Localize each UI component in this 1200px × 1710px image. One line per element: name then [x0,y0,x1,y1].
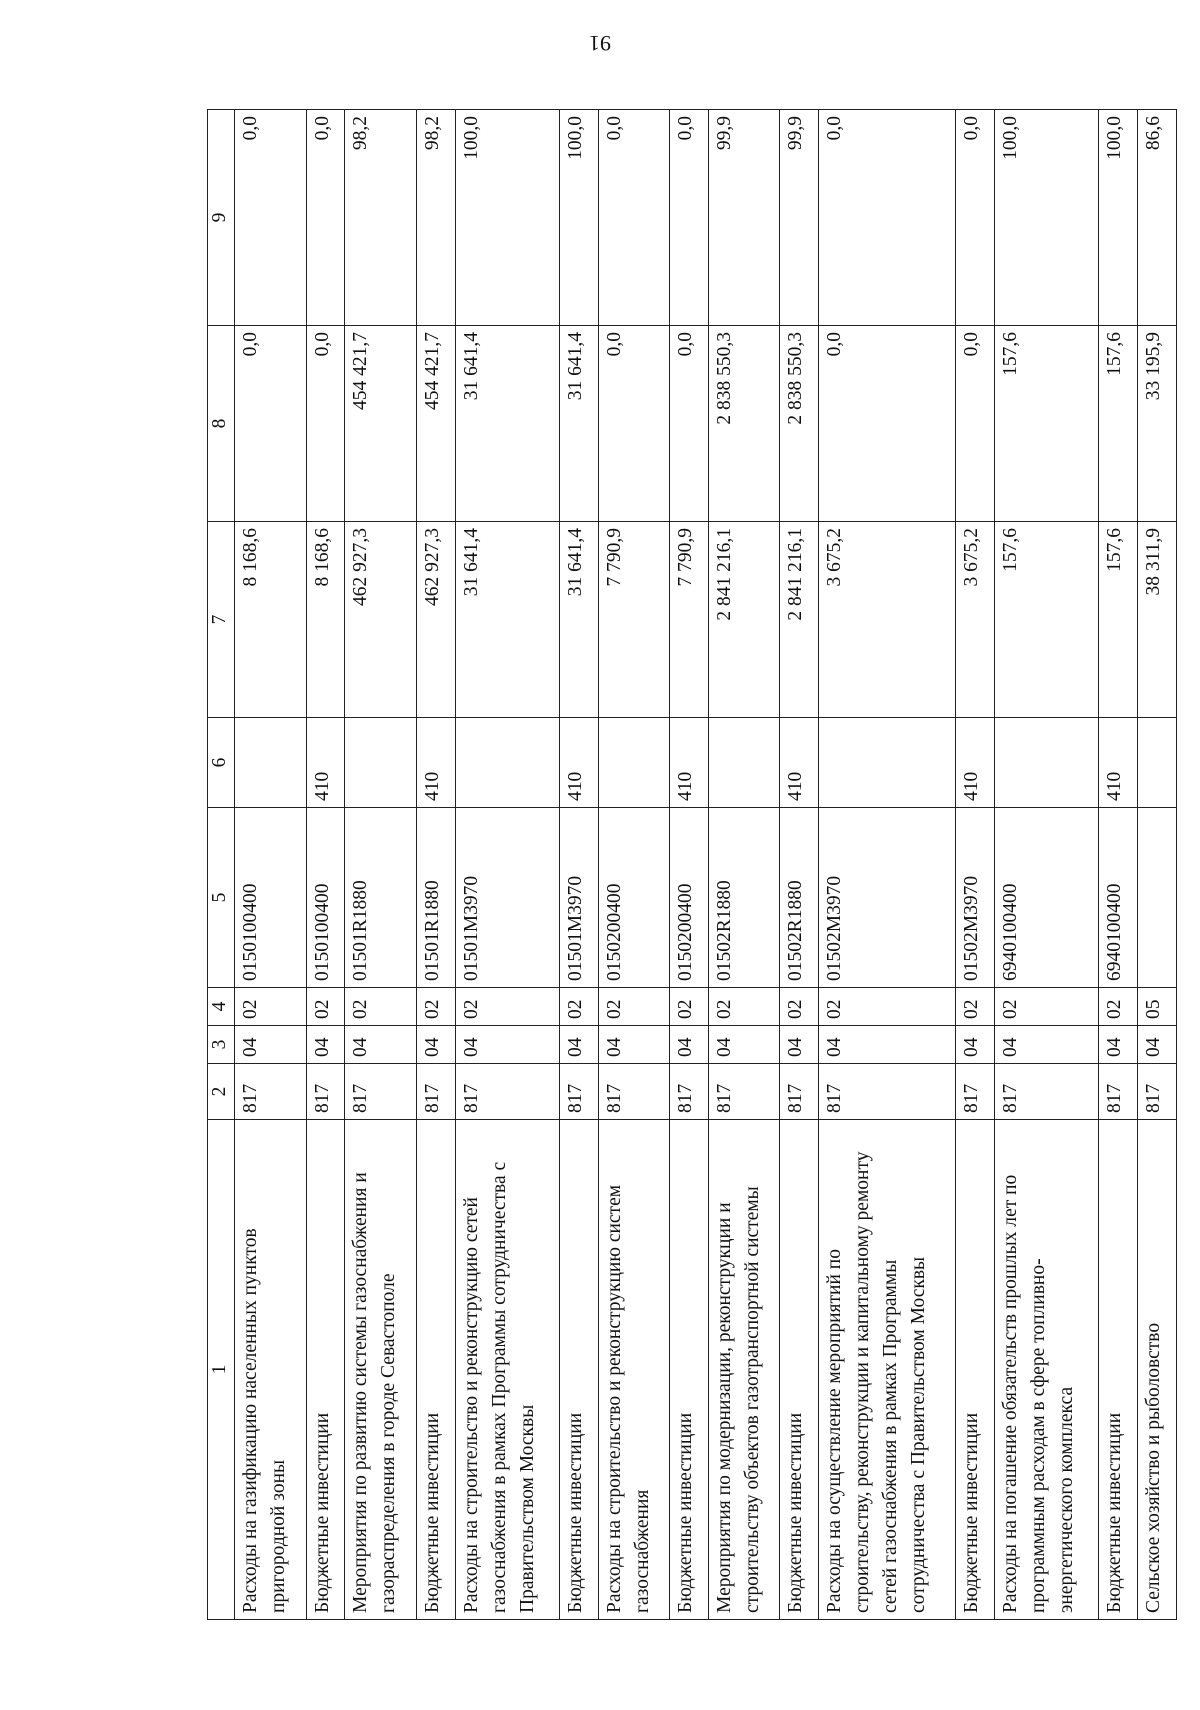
row-code-5: 01501M3970 [455,808,559,988]
row-code-5: 01501M3970 [559,808,598,988]
row-code-4: 02 [995,988,1099,1026]
row-code-4: 02 [306,988,345,1026]
row-value-7: 31 641,4 [455,522,559,718]
row-code-4: 02 [455,988,559,1026]
row-value-9: 100,0 [1099,110,1138,326]
row-name: Расходы на погашение обязательств прошлых лет по программным расходам в сфере топливно-энергетического комплекса [995,1120,1099,1620]
row-name: Расходы на строительство и реконструкцию систем газоснабжения [598,1120,670,1620]
row-value-9: 0,0 [956,110,995,326]
row-code-3: 04 [708,1026,780,1064]
row-value-8: 0,0 [670,326,709,522]
row-code-2: 817 [345,1064,417,1120]
row-value-9: 0,0 [670,110,709,326]
row-code-2: 817 [819,1064,956,1120]
row-code-6 [455,718,559,808]
column-header: 8 [208,326,235,522]
row-value-7: 31 641,4 [559,522,598,718]
row-value-8: 0,0 [235,326,307,522]
row-code-6: 410 [956,718,995,808]
column-header: 3 [208,1026,235,1064]
row-code-4: 02 [780,988,819,1026]
row-code-5: 01502M3970 [956,808,995,988]
row-code-3: 04 [780,1026,819,1064]
row-value-7: 7 790,9 [670,522,709,718]
table-row [416,110,455,1620]
row-value-7: 3 675,2 [956,522,995,718]
row-code-4: 02 [1099,988,1138,1026]
row-code-3: 04 [1138,1026,1177,1064]
row-value-8: 0,0 [956,326,995,522]
table-row [598,110,670,1620]
row-value-8: 157,6 [1099,326,1138,522]
row-value-7: 7 790,9 [598,522,670,718]
row-value-8: 2 838 550,3 [780,326,819,522]
row-name: Расходы на осуществление мероприятий по строительству, реконструкции и капитальному ремонту сетей газоснабжения в рамках Программы сотрудничества с Правительством Москвы [819,1120,956,1620]
row-value-9: 100,0 [995,110,1099,326]
table-row [455,110,559,1620]
row-value-9: 0,0 [235,110,307,326]
row-code-2: 817 [780,1064,819,1120]
row-code-2: 817 [306,1064,345,1120]
row-code-4: 05 [1138,988,1177,1026]
row-code-2: 817 [995,1064,1099,1120]
row-value-7: 2 841 216,1 [708,522,780,718]
row-code-5: 0150200400 [598,808,670,988]
table-row [995,110,1099,1620]
row-code-4: 02 [956,988,995,1026]
row-value-8: 31 641,4 [559,326,598,522]
row-code-5: 6940100400 [995,808,1099,988]
row-code-6 [1138,718,1177,808]
row-code-5: 01502R1880 [780,808,819,988]
row-code-6 [345,718,417,808]
row-code-2: 817 [559,1064,598,1120]
row-code-5 [1138,808,1177,988]
row-code-6 [598,718,670,808]
row-code-5: 01502R1880 [708,808,780,988]
header-row [208,110,235,1620]
row-value-9: 98,2 [416,110,455,326]
row-value-7: 38 311,9 [1138,522,1177,718]
row-value-9: 98,2 [345,110,417,326]
row-value-8: 0,0 [598,326,670,522]
row-code-6 [995,718,1099,808]
row-value-7: 462 927,3 [345,522,417,718]
row-value-9: 100,0 [455,110,559,326]
row-code-4: 02 [670,988,709,1026]
row-value-7: 462 927,3 [416,522,455,718]
row-name: Расходы на газификацию населенных пунктов пригородной зоны [235,1120,307,1620]
table-row [670,110,709,1620]
row-value-8: 33 195,9 [1138,326,1177,522]
row-name: Бюджетные инвестиции [956,1120,995,1620]
rotated-table-container [207,110,1177,1620]
row-value-7: 8 168,6 [235,522,307,718]
row-name: Бюджетные инвестиции [559,1120,598,1620]
row-code-2: 817 [455,1064,559,1120]
row-value-9: 99,9 [708,110,780,326]
row-value-8: 0,0 [306,326,345,522]
row-name: Мероприятия по развитию системы газоснабжения и газораспределения в городе Севастополе [345,1120,417,1620]
row-name: Расходы на строительство и реконструкцию сетей газоснабжения в рамках Программы сотрудничества с Правительством Москвы [455,1120,559,1620]
row-code-3: 04 [416,1026,455,1064]
row-code-6: 410 [670,718,709,808]
row-code-2: 817 [1099,1064,1138,1120]
row-code-6 [819,718,956,808]
row-name: Бюджетные инвестиции [670,1120,709,1620]
column-header: 9 [208,110,235,326]
row-value-9: 99,9 [780,110,819,326]
row-code-5: 0150100400 [235,808,307,988]
row-code-3: 04 [345,1026,417,1064]
column-header: 1 [208,1120,235,1620]
row-code-3: 04 [1099,1026,1138,1064]
row-code-4: 02 [598,988,670,1026]
row-value-8: 31 641,4 [455,326,559,522]
row-code-4: 02 [819,988,956,1026]
row-code-3: 04 [306,1026,345,1064]
row-code-6: 410 [306,718,345,808]
row-code-3: 04 [455,1026,559,1064]
row-value-8: 454 421,7 [345,326,417,522]
row-name: Сельское хозяйство и рыболовство [1138,1120,1177,1620]
row-code-5: 01502M3970 [819,808,956,988]
row-code-6 [235,718,307,808]
row-value-7: 3 675,2 [819,522,956,718]
row-value-8: 2 838 550,3 [708,326,780,522]
row-code-5: 6940100400 [1099,808,1138,988]
column-header: 7 [208,522,235,718]
table-row [235,110,307,1620]
row-code-3: 04 [235,1026,307,1064]
row-code-6: 410 [1099,718,1138,808]
row-code-2: 817 [956,1064,995,1120]
budget-table [207,109,1177,1620]
row-code-4: 02 [416,988,455,1026]
row-value-9: 0,0 [598,110,670,326]
table-row [819,110,956,1620]
row-code-2: 817 [1138,1064,1177,1120]
table-row [1138,110,1177,1620]
row-code-6: 410 [780,718,819,808]
row-name: Бюджетные инвестиции [780,1120,819,1620]
row-value-7: 157,6 [995,522,1099,718]
row-value-9: 0,0 [306,110,345,326]
page-number: 91 [589,31,611,56]
row-name: Бюджетные инвестиции [416,1120,455,1620]
row-code-3: 04 [670,1026,709,1064]
table-row [306,110,345,1620]
row-value-9: 0,0 [819,110,956,326]
row-code-2: 817 [670,1064,709,1120]
table-row [1099,110,1138,1620]
row-value-8: 454 421,7 [416,326,455,522]
row-value-7: 8 168,6 [306,522,345,718]
row-name: Бюджетные инвестиции [1099,1120,1138,1620]
row-code-5: 0150100400 [306,808,345,988]
column-header: 5 [208,808,235,988]
row-value-9: 86,6 [1138,110,1177,326]
row-code-3: 04 [995,1026,1099,1064]
row-code-2: 817 [598,1064,670,1120]
row-value-8: 157,6 [995,326,1099,522]
row-code-4: 02 [345,988,417,1026]
row-code-3: 04 [559,1026,598,1064]
row-code-4: 02 [708,988,780,1026]
row-code-6: 410 [559,718,598,808]
row-name: Мероприятия по модернизации, реконструкции и строительству объектов газотранспортной системы [708,1120,780,1620]
row-value-7: 2 841 216,1 [780,522,819,718]
column-header: 2 [208,1064,235,1120]
row-code-5: 01501R1880 [416,808,455,988]
row-code-3: 04 [956,1026,995,1064]
table-row [780,110,819,1620]
row-value-8: 0,0 [819,326,956,522]
row-code-6 [708,718,780,808]
row-code-3: 04 [819,1026,956,1064]
table-row [559,110,598,1620]
row-value-9: 100,0 [559,110,598,326]
table-row [956,110,995,1620]
row-code-6: 410 [416,718,455,808]
table-row [345,110,417,1620]
row-code-2: 817 [235,1064,307,1120]
row-code-3: 04 [598,1026,670,1064]
row-code-2: 817 [708,1064,780,1120]
row-code-4: 02 [235,988,307,1026]
column-header: 4 [208,988,235,1026]
row-code-5: 0150200400 [670,808,709,988]
row-name: Бюджетные инвестиции [306,1120,345,1620]
table-row [708,110,780,1620]
row-code-4: 02 [559,988,598,1026]
row-code-2: 817 [416,1064,455,1120]
row-value-7: 157,6 [1099,522,1138,718]
row-code-5: 01501R1880 [345,808,417,988]
column-header: 6 [208,718,235,808]
